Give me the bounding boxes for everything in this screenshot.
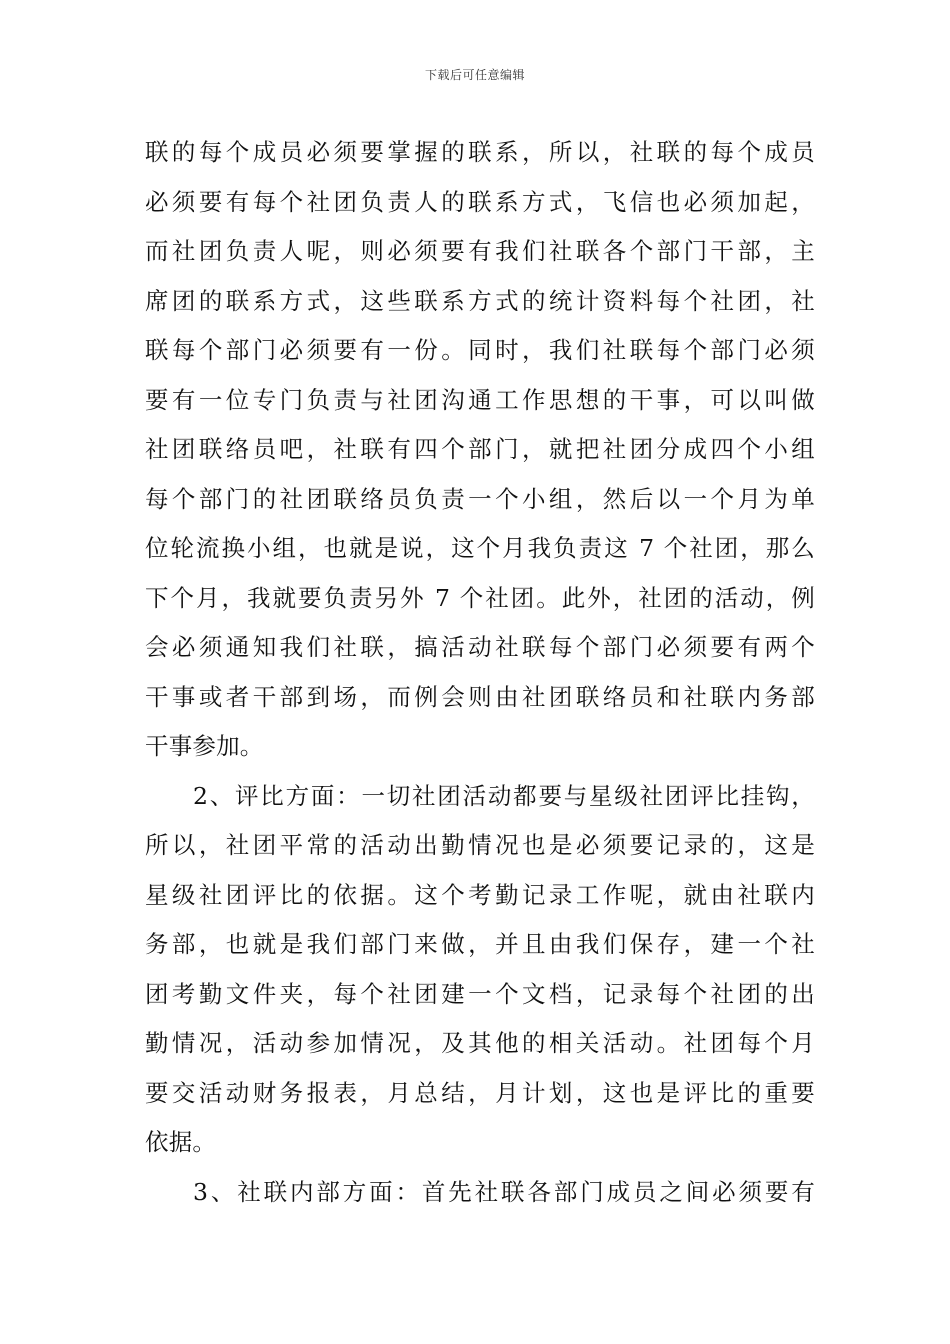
text-line: 要交活动财务报表，月总结，月计划，这也是评比的重要 <box>145 1078 815 1107</box>
text-line: 席团的联系方式，这些联系方式的统计资料每个社团，社 <box>145 286 815 315</box>
text-line: 联每个部门必须要有一份。同时，我们社联每个部门必须 <box>145 336 815 364</box>
text-line: 星级社团评比的依据。这个考勤记录工作呢，就由社联内 <box>145 880 815 909</box>
text-line: 干事参加。 <box>145 732 264 760</box>
text-line: 务部，也就是我们部门来做，并且由我们保存，建一个社 <box>145 930 815 958</box>
text-line: 联的每个成员必须要掌握的联系，所以，社联的每个成员 <box>145 138 815 166</box>
document-body <box>145 128 815 1217</box>
text-line: 必须要有每个社团负责人的联系方式，飞信也必须加起， <box>145 187 815 216</box>
text-line: 干事或者干部到场，而例会则由社团联络员和社联内务部 <box>145 682 815 711</box>
text-line: 3、社联内部方面：首先社联各部门成员之间必须要有 <box>193 1177 815 1206</box>
text-line: 每个部门的社团联络员负责一个小组，然后以一个月为单 <box>145 484 815 513</box>
text-line: 团考勤文件夹，每个社团建一个文档，记录每个社团的出 <box>145 979 815 1008</box>
text-line: 而社团负责人呢，则必须要有我们社联各个部门干部，主 <box>145 237 815 265</box>
text-line: 2、评比方面：一切社团活动都要与星级社团评比挂钩， <box>193 781 815 810</box>
text-line: 会必须通知我们社联，搞活动社联每个部门必须要有两个 <box>145 633 815 661</box>
text-line: 社团联络员吧，社联有四个部门，就把社团分成四个小组 <box>145 435 815 463</box>
text-line: 勤情况，活动参加情况，及其他的相关活动。社团每个月 <box>145 1029 815 1057</box>
text-line: 所以，社团平常的活动出勤情况也是必须要记录的，这是 <box>145 831 815 859</box>
text-line: 下个月，我就要负责另外 7 个社团。此外，社团的活动，例 <box>145 583 815 612</box>
text-line: 依据。 <box>145 1128 217 1156</box>
text-line: 要有一位专门负责与社团沟通工作思想的干事，可以叫做 <box>145 385 815 414</box>
page-header: 下载后可任意编辑 <box>424 68 525 82</box>
text-line: 位轮流换小组，也就是说，这个月我负责这 7 个社团，那么 <box>145 534 815 562</box>
